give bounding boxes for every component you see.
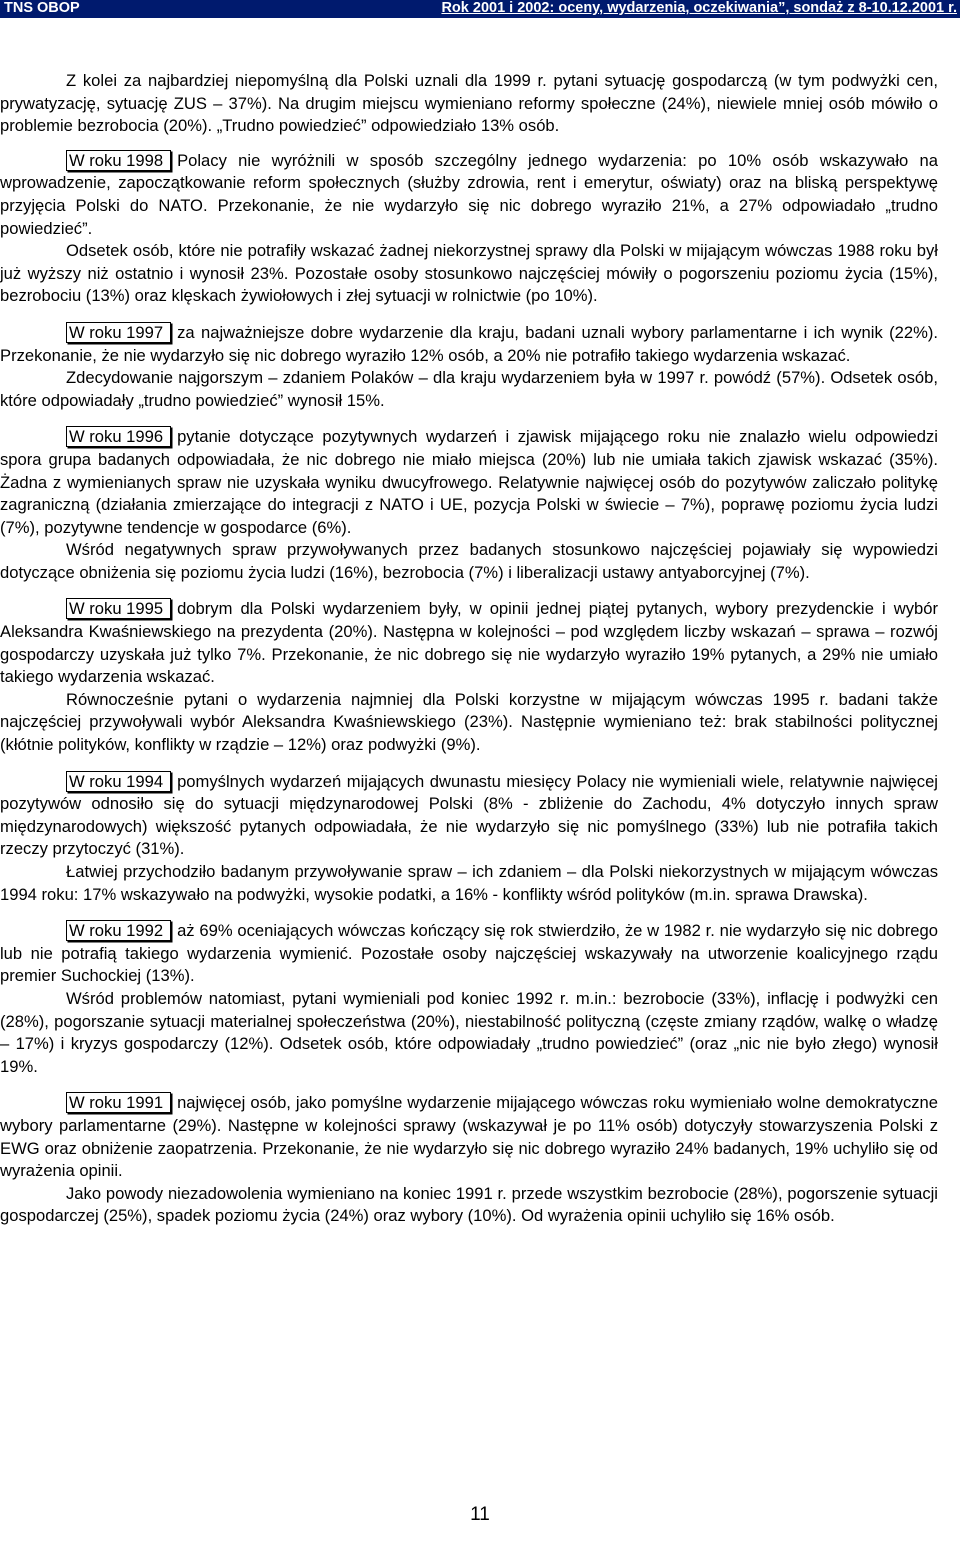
year-lead-paragraph bbox=[0, 150, 938, 240]
year-lead-paragraph bbox=[0, 598, 938, 688]
year-label-box: W roku 1991 bbox=[66, 1092, 171, 1113]
year-lead-paragraph bbox=[0, 1092, 938, 1182]
year-section bbox=[0, 920, 938, 1078]
year-section bbox=[0, 598, 938, 756]
intro-paragraph: Z kolei za najbardziej niepomyślną dla Polski uznali dla 1999 r. pytani sytuację gospodarczą (w tym podwyżki cen, prywatyzację, sytuację ZUS – 37%). Na drugim miejscu wymieniano reformy społeczne (24%), niewiele mniej osób mówiło o problemie bezrobocia (20%). „Trudno powiedzieć” odpowiedziało 13% osób. bbox=[0, 71, 938, 136]
year-label-box: W roku 1992 bbox=[66, 920, 171, 941]
year-followup-paragraph: Odsetek osób, które nie potrafiły wskazać żadnej niekorzystnej sprawy dla Polski w mijającym wówczas 1988 roku był już wyższy niż ostatnio i wynosił 23%. Pozostałe osoby stosunkowo najczęściej mówiły o pogorszeniu poziomu życia (15%), bezrobociu (13%) oraz klęskach żywiołowych i złej sytuacji w rolnictwie (po 10%). bbox=[0, 241, 938, 306]
year-lead-text: za najważniejsze dobre wydarzenie dla kraju, badani uznali wybory parlamentarne i ich wynik (22%). Przekonanie, że nie wydarzyło się nic dobrego wyraziło 12% osób, a 20% nie potrafiło takiego wydarzenia wskazać. bbox=[0, 322, 938, 365]
page-header bbox=[0, 0, 960, 18]
year-followup-paragraph: Równocześnie pytani o wydarzenia najmniej dla Polski korzystne w mijającym wówczas 1995 r. badani także najczęściej przywoływali wybór Aleksandra Kwaśniewskiego (23%). Następnie wymieniano też: brak stabilności politycznej (kłótnie polityków, konflikty w rządzie – 12%) oraz podwyżki (9%). bbox=[0, 689, 938, 755]
year-lead-text: Polacy nie wyróżnili w sposób szczególny jednego wydarzenia: po 10% osób wskazywało na wprowadzenie, zapoczątkowanie reform społecznych (służby zdrowia, rent i emerytur, oświaty) oraz na bliską perspektywę przyjęcia Polski do NATO. Przekonanie, że nie wydarzyło się nic dobrego wyraziło 21%, a 27% odpowiadało „trudno powiedzieć”. bbox=[0, 150, 938, 238]
year-label-box: W roku 1995 bbox=[66, 598, 171, 619]
year-label-box: W roku 1996 bbox=[66, 426, 171, 447]
year-lead-paragraph bbox=[0, 322, 938, 367]
page-number: 11 bbox=[470, 1504, 490, 1525]
year-followup-paragraph: Łatwiej przychodziło badanym przywoływanie spraw – ich zdaniem – dla Polski niekorzystnych w mijającym wówczas 1994 roku: 17% wskazywało na podwyżki, wysokie podatki, a 16% - konflikty wśród polityków (m.in. sprawa Drawska). bbox=[0, 862, 938, 904]
header-org: TNS OBOP bbox=[4, 0, 80, 16]
year-label-box: W roku 1998 bbox=[66, 150, 171, 171]
document-body bbox=[0, 70, 938, 1228]
year-lead-text: aż 69% oceniających wówczas kończący się rok stwierdziło, że w 1982 r. nie wydarzyło się nic dobrego lub nie potrafią takiego wydarzenia wymienić. Pozostałe osoby najczęściej wskazywały na utworzenie koalicyjnego rządu premier Suchockiej (13%). bbox=[0, 921, 938, 986]
year-followup-paragraph: Jako powody niezadowolenia wymieniano na koniec 1991 r. przede wszystkim bezrobocie (28%), pogorszenie sytuacji gospodarczej (25%), spadek poziomu życia (24%) oraz wybory (10%). Od wyrażenia opinii uchyliło się 16% osób. bbox=[0, 1183, 938, 1226]
year-label-box: W roku 1997 bbox=[66, 322, 171, 343]
year-lead-paragraph bbox=[0, 920, 938, 988]
header-title-link[interactable]: Rok 2001 i 2002: oceny, wydarzenia, oczekiwania”, sondaż z 8-10.12.2001 r. bbox=[441, 0, 957, 16]
year-section bbox=[0, 426, 938, 584]
year-section bbox=[0, 1092, 938, 1228]
year-lead-text: najwięcej osób, jako pomyślne wydarzenie mijającego wówczas roku wymieniało wolne demokratyczne wybory parlamentarne (29%). Następne w kolejności sprawy (wskazywał je po 11% osób) dotyczyły stowarzyszenia Polski z EWG oraz obniżenie zaopatrzenia. Przekonanie, że nie wydarzyło się nic dobrego wyraziło 24% badanych, 19% uchyliło się od wyrażenia opinii. bbox=[0, 1093, 938, 1181]
year-lead-text: dobrym dla Polski wydarzeniem były, w opinii jednej piątej pytanych, wybory prezydenckie i wybór Aleksandra Kwaśniewskiego na prezydenta (20%). Następna w kolejności – pod względem liczby wskazań – sprawa – rozwój gospodarczy uzyskała już tylko 7%. Przekonanie, że nic dobrego się nie wydarzyło wyraziło 19% pytanych, a 29% nie umiało takiego wydarzenia wskazać. bbox=[0, 599, 938, 687]
year-lead-paragraph bbox=[0, 771, 938, 861]
year-followup-paragraph: Wśród negatywnych spraw przywoływanych przez badanych stosunkowo najczęściej pojawiały się wypowiedzi dotyczące obniżenia się poziomu życia ludzi (16%), bezrobocia (7%) i liberalizacji ustawy antyaborcyjnej (7%). bbox=[0, 540, 938, 582]
year-lead-text: pomyślnych wydarzeń mijających dwunastu miesięcy Polacy nie wymieniali wiele, relatywnie najwięcej pozytywów odnosiło się do sytuacji międzynarodowej Polski (8% - zbliżenie do Zachodu, 4% dotyczyło innych spraw międzynarodowych) większość pytanych odpowiadała, że nie wydarzyło się nic pomyślnego (33%) lub nie potrafiła takich rzeczy przytoczyć (31%). bbox=[0, 771, 938, 859]
year-lead-text: pytanie dotyczące pozytywnych wydarzeń i zjawisk mijającego roku nie znalazło wielu odpowiedzi spora grupa badanych odpowiadała, że nic dobrego nie miało miejsca (20%) lub nie umiała takich zjawisk wskazać (35%). Żadna z wymienianych spraw nie uzyskała wyniku dwucyfrowego. Relatywnie najwięcej osób do pozytywów zaliczało politykę zagraniczną (działania zmierzające do integracji z NATO i UE, pozycja Polski w świecie – 7%), poprawę poziomu życia ludzi (7%), pozytywne tendencje w gospodarce (6%). bbox=[0, 427, 938, 537]
year-section bbox=[0, 150, 938, 308]
year-section bbox=[0, 322, 938, 412]
year-followup-paragraph: Wśród problemów natomiast, pytani wymieniali pod koniec 1992 r. m.in.: bezrobocie (33%), inflację i podwyżki cen (28%), pogorszanie sytuacji materialnej społeczeństwa (20%), niestabilność polityczną (częste zmiany rządów, walkę o władzę – 17%) i kryzys gospodarczy (12%). Odsetek osób, które odpowiadały „trudno powiedzieć” (oraz „nic nie było złego) wynosił 19%. bbox=[0, 988, 938, 1076]
year-label-box: W roku 1994 bbox=[66, 771, 171, 792]
year-followup-paragraph: Zdecydowanie najgorszym – zdaniem Polaków – dla kraju wydarzeniem była w 1997 r. powódź (57%). Odsetek osób, które odpowiadały „trudno powiedzieć” wynosił 15%. bbox=[0, 368, 938, 410]
year-section bbox=[0, 771, 938, 907]
year-lead-paragraph bbox=[0, 426, 938, 539]
